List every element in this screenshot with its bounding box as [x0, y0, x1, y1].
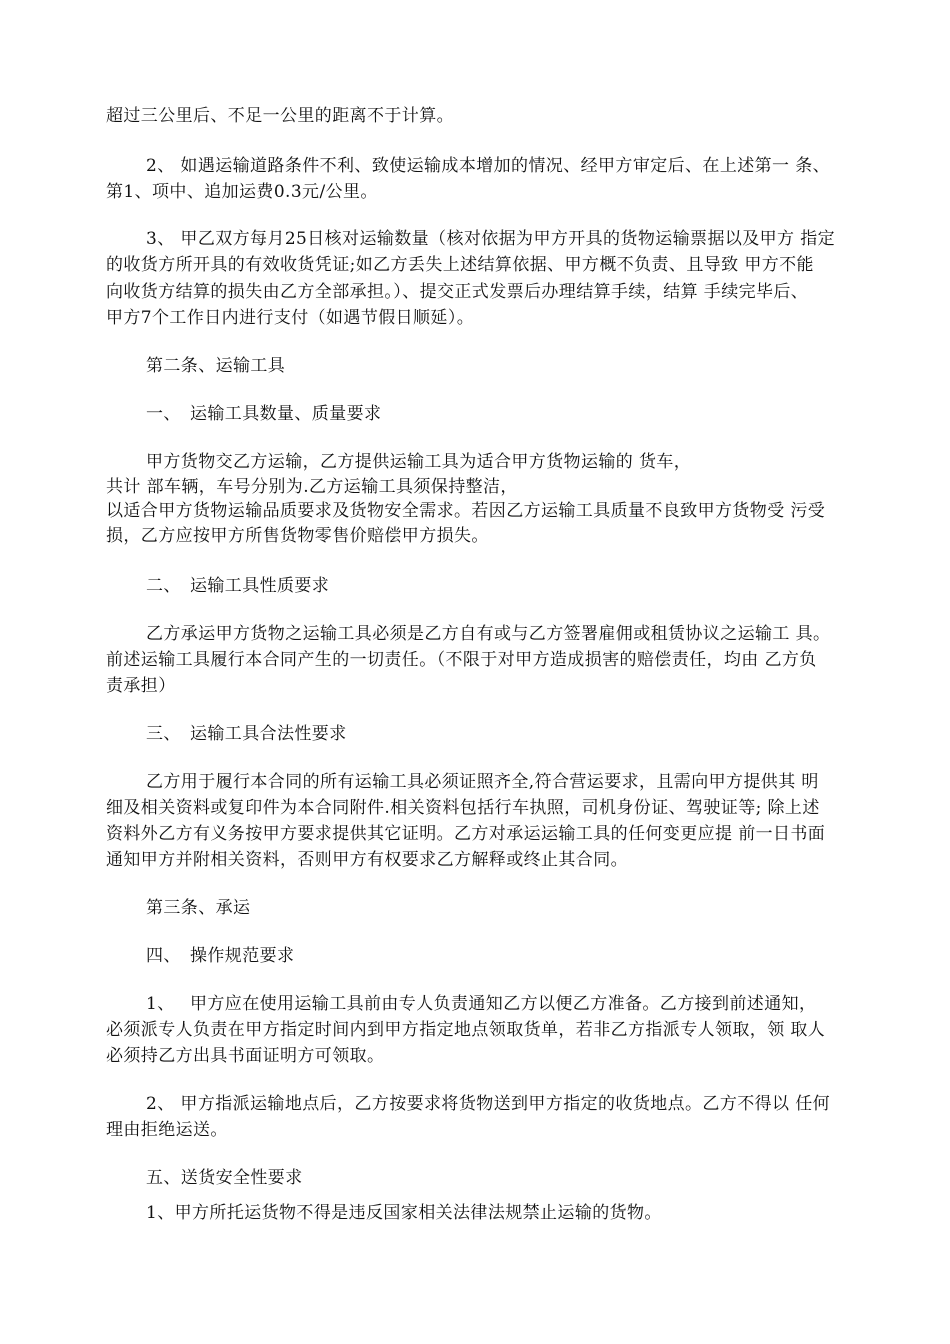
subsection-heading: 运输工具性质要求 [190, 576, 330, 596]
text-line: 共计 部车辆，车号分别为.乙方运输工具须保持整洁， [106, 477, 518, 497]
text-line: 前述运输工具履行本合同产生的一切责任。（不限于对甲方造成损害的赔偿责任，均由 乙方负 [106, 650, 817, 670]
list-number: 二、 [146, 576, 181, 596]
list-number: 1、 [146, 994, 175, 1014]
text-line: 损，乙方应按甲方所售货物零售价赔偿甲方损失。 [106, 526, 489, 546]
text-line: 甲方7个工作日内进行支付（如遇节假日顺延）。 [106, 308, 475, 328]
text-line: 责承担） [106, 676, 176, 696]
text-line: 超过三公里后、不足一公里的距离不于计算。 [106, 106, 454, 126]
text-line: 的收货方所开具的有效收货凭证;如乙方丢失上述结算依据、甲方概不负责、且导致 甲方不能 [106, 255, 814, 275]
subsection-heading: 五、送货安全性要求 [146, 1168, 303, 1188]
text-line: 细及相关资料或复印件为本合同附件.相关资料包括行车执照，司机身份证、驾驶证等; 除上述 [106, 798, 820, 818]
text-line: 乙方承运甲方货物之运输工具必须是乙方自有或与乙方签署雇佣或租赁协议之运输工 具。 [146, 624, 831, 644]
text-line: 乙方用于履行本合同的所有运输工具必须证照齐全,符合营运要求，且需向甲方提供其 明 [146, 772, 819, 792]
text-line: 理由拒绝运送。 [106, 1120, 228, 1140]
text-line: 以适合甲方货物运输品质要求及货物安全需求。若因乙方运输工具质量不良致甲方货物受 污受 [106, 501, 826, 521]
list-number: 四、 [146, 946, 181, 966]
list-number: 一、 [146, 404, 181, 424]
subsection-heading: 运输工具合法性要求 [190, 724, 347, 744]
text-line: 甲方货物交乙方运输，乙方提供运输工具为适合甲方货物运输的 货车， [146, 452, 692, 472]
list-number: 三、 [146, 724, 181, 744]
subsection-heading: 运输工具数量、质量要求 [190, 404, 382, 424]
text-line: 第1、项中、追加运费0.3元/公里。 [106, 182, 378, 202]
text-line: 通知甲方并附相关资料，否则甲方有权要求乙方解释或终止其合同。 [106, 850, 628, 870]
text-line: 2、 如遇运输道路条件不利、致使运输成本增加的情况、经甲方审定后、在上述第一 条、 [146, 156, 831, 176]
text-line: 甲方应在使用运输工具前由专人负责通知乙方以便乙方准备。乙方接到前述通知， [190, 994, 817, 1014]
text-line: 向收货方结算的损失由乙方全部承担。）、提交正式发票后办理结算手续，结算 手续完毕后、 [106, 282, 809, 302]
subsection-heading: 操作规范要求 [190, 946, 295, 966]
text-line: 资料外乙方有义务按甲方要求提供其它证明。乙方对承运运输工具的任何变更应提 前一日书面 [106, 824, 826, 844]
section-heading: 第二条、运输工具 [146, 356, 286, 376]
text-line: 3、 甲乙双方每月25日核对运输数量（核对依据为甲方开具的货物运输票据以及甲方 指定 [146, 229, 836, 249]
text-line: 2、 甲方指派运输地点后，乙方按要求将货物送到甲方指定的收货地点。乙方不得以 任何 [146, 1094, 831, 1114]
section-heading: 第三条、承运 [146, 898, 251, 918]
text-line: 必须派专人负责在甲方指定时间内到甲方指定地点领取货单，若非乙方指派专人领取，领 取人 [106, 1020, 826, 1040]
text-line: 必须持乙方出具书面证明方可领取。 [106, 1046, 385, 1066]
text-line: 1、甲方所托运货物不得是违反国家相关法律法规禁止运输的货物。 [146, 1203, 662, 1223]
